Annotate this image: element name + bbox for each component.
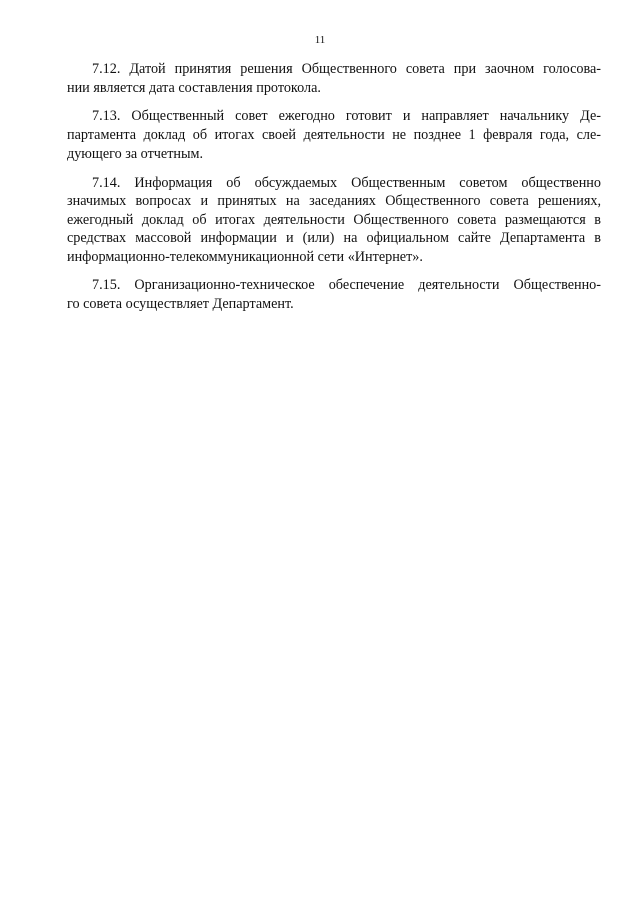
paragraph-line: информационно-телекоммуникационной сети «Интернет». [67,249,423,265]
paragraph-line: 7.13. Общественный совет ежегодно готовит и направляет начальнику Де- [92,108,601,124]
paragraph-line: 7.14. Информация об обсуждаемых Общественным советом общественно [92,175,601,191]
paragraph-line: го совета осуществляет Департамент. [67,296,294,312]
paragraph-line: значимых вопросах и принятых на заседаниях Общественного совета решениях, [67,193,601,209]
paragraph-line: средствах массовой информации и (или) на официальном сайте Департамента в [67,230,601,246]
paragraph-line: дующего за отчетным. [67,146,204,162]
paragraph-line: партамента доклад об итогах своей деятельности не позднее 1 февраля года, сле- [67,127,601,143]
paragraph-line: 7.12. Датой принятия решения Общественного совета при заочном голосова- [92,61,601,77]
paragraph-line: ежегодный доклад об итогах деятельности Общественного совета размещаются в [67,212,601,228]
paragraph-line: 7.15. Организационно-техническое обеспечение деятельности Общественно- [92,277,601,293]
page-number: 11 [314,34,326,46]
paragraph-line: нии является дата составления протокола. [67,80,321,96]
